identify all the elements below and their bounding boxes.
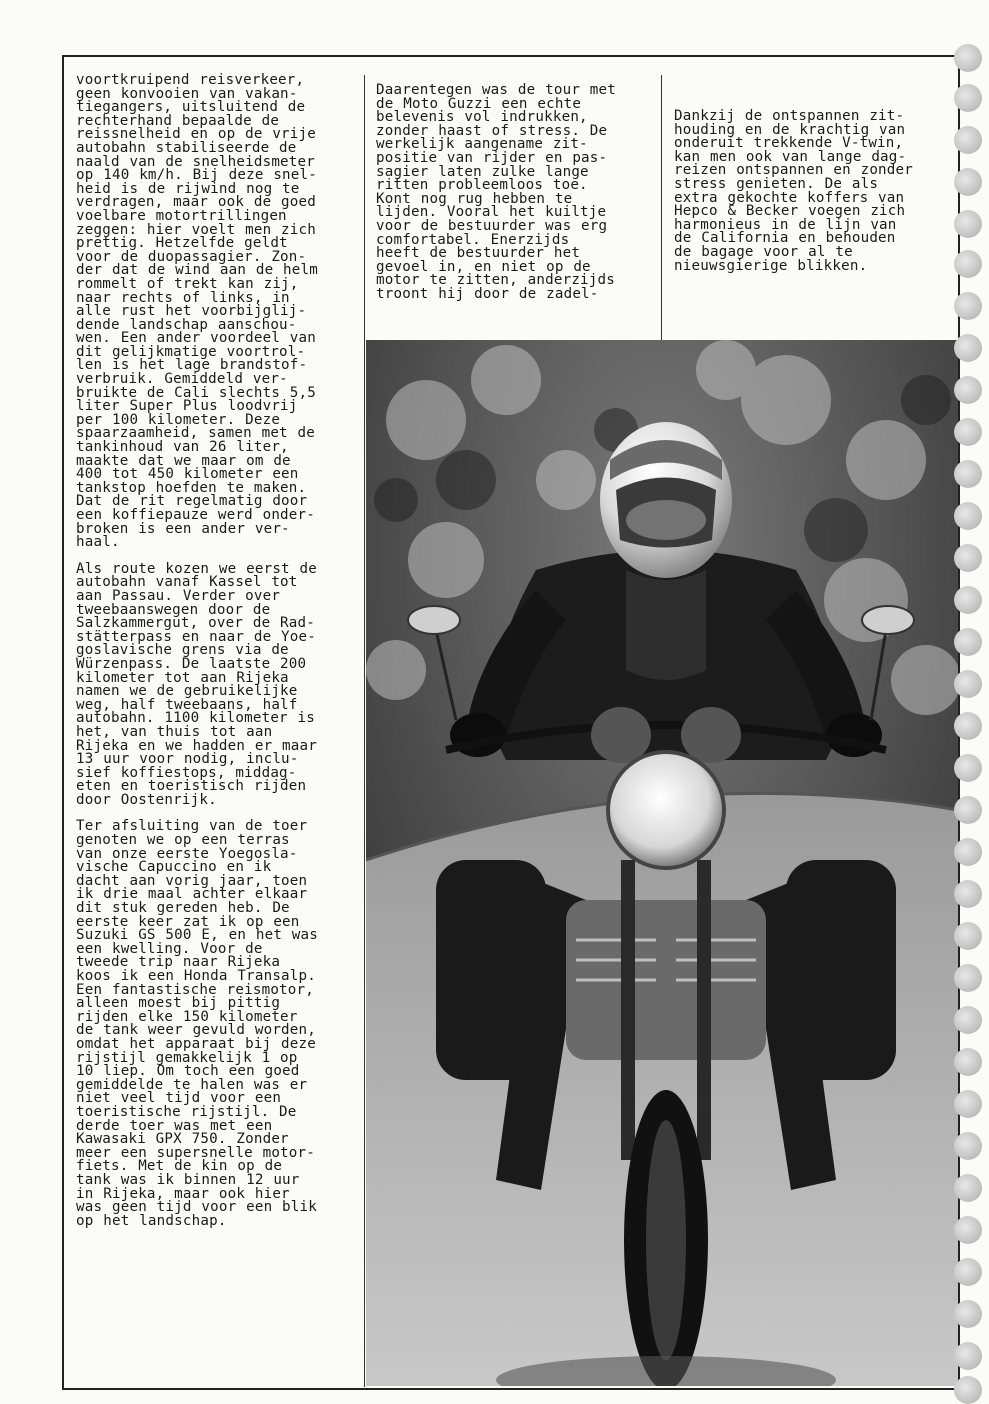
article-column-2 [376, 84, 660, 302]
binder-hole-icon [954, 460, 982, 488]
column1-paragraph-2: Als route kozen we eerst de autobahn vanaf Kassel tot aan Passau. Verder over tweebaanswegen door de Salzkammergut, over de Rad- stätterpass en naar de Yoe- goslavische grens via de Würzenpass. De laatste 200 kilometer tot aan Rijeka namen we de gebruikelijke weg, half tweebaans, half autobahn. 1100 kilometer is het, van thuis tot aan Rijeka en we hadden er maar 13 uur voor nodig, inclu- sief koffiestops, middag- eten en toeristisch rijden door Oostenrijk. [76, 560, 318, 808]
binder-hole-icon [954, 502, 982, 530]
binder-hole-icon [954, 1258, 982, 1286]
binder-hole-icon [954, 250, 982, 278]
binder-hole-icon [954, 168, 982, 196]
column3-paragraph-1: Dankzij de ontspannen zit- houding en de krachtig van onderuit trekkende V-twin, kan men ook van lange dag- reizen ontspannen en zonder stress genieten. De als extra gekochte koffers van Hepco & Becker voegen zich harmonieus in de lijn van de California en behouden de bagage voor al te nieuwsgierige blikken. [674, 108, 914, 274]
binder-hole-icon [954, 1376, 982, 1404]
binder-hole-icon [954, 586, 982, 614]
frame-border-bottom [62, 1388, 960, 1390]
binder-hole-icon [954, 670, 982, 698]
binder-hole-icon [954, 838, 982, 866]
column1-paragraph-1: voortkruipend reisverkeer, geen konvooien van vakan- tiegangers, uitsluitend de rechterhand bepaalde de reissnelheid en op de vrije autobahn stabiliseerde de naald van de snelheidsmeter op 140 km/h. Bij deze snel- heid is de rijwind nog te verdragen, maar ook de goed voelbare motortrillingen zeggen: hier voelt men zich prettig. Hetzelfde geldt voor de duopassagier. Zon- der dat de wind aan de helm rommelt of trekt kan zij, naar rechts of links, in alle rust het voorbijglij- dende landschap aanschou- wen. Een ander voordeel van dit gelijkmatige voortrol- len is het lage brandstof- verbruik. Gemiddeld ver- bruikte de Cali slechts 5,5 liter Super Plus loodvrij per 100 kilometer. Deze spaarzaamheid, samen met de tankinhoud van 26 liter, maakte dat we maar om de 400 tot 450 kilometer een tankstop hoefden te maken. Dat de rit regelmatig door een koffiepauze werd onder- broken is een ander ver- haal. [76, 72, 319, 551]
binder-hole-icon [954, 1090, 982, 1118]
binder-hole-icon [954, 796, 982, 824]
article-column-1 [76, 74, 362, 1228]
binder-hole-icon [954, 1048, 982, 1076]
frame-border-left [62, 55, 64, 1390]
binder-hole-icon [954, 418, 982, 446]
binder-hole-icon [954, 126, 982, 154]
binder-hole-icon [954, 964, 982, 992]
binder-hole-icon [954, 376, 982, 404]
binder-hole-icon [954, 628, 982, 656]
column2-paragraph-1: Daarentegen was de tour met de Moto Guzzi een echte belevenis vol indrukken, zonder haast of stress. De werkelijk aangename zit- positie van rijder en pas- sagier laten zulke lange ritten probleemloos toe. Kont nog rug hebben te lijden. Vooral het kuiltje voor de bestuurder was erg comfortabel. Enerzijds heeft de bestuurder het gevoel in, en niet op de motor te zitten, anderzijds troont hij door de zadel- [376, 82, 617, 302]
binder-hole-icon [954, 84, 982, 112]
binder-hole-icon [954, 1132, 982, 1160]
column-rule-2 [661, 75, 662, 340]
binder-hole-icon [954, 544, 982, 572]
motorcycle-rider-photo [366, 340, 958, 1386]
binder-hole-icon [954, 1216, 982, 1244]
binder-hole-icon [954, 922, 982, 950]
binder-hole-icon [954, 1300, 982, 1328]
binder-hole-icon [954, 712, 982, 740]
binder-hole-icon [954, 754, 982, 782]
binder-hole-icon [954, 44, 982, 72]
binder-hole-icon [954, 880, 982, 908]
column-rule-1 [364, 75, 365, 1387]
binder-hole-icon [954, 292, 982, 320]
binder-hole-icon [954, 334, 982, 362]
binder-hole-icon [954, 1342, 982, 1370]
column1-paragraph-3: Ter afsluiting van de toer genoten we op een terras van onze eerste Yoegosla- vische Capuccino en ik dacht aan vorig jaar, toen ik drie maal achter elkaar dit stuk gereden heb. De eerste keer zat ik op een Suzuki GS 500 E, en het was een kwelling. Voor de tweede trip naar Rijeka koos ik een Honda Transalp. Een fantastische reismotor, alleen moest bij pittig rijden elke 150 kilometer de tank weer gevuld worden, omdat het apparaat bij deze rijstijl gemakkelijk 1 op 10 liep. Om toch een goed gemiddelde te halen was er niet veel tijd voor een toeristische rijstijl. De derde toer was met een Kawasaki GPX 750. Zonder meer een supersnelle motor- fiets. Met de kin op de tank was ik binnen 12 uur in Rijeka, maar ook hier was geen tijd voor een blik op het landschap. [76, 818, 319, 1229]
binder-hole-icon [954, 1006, 982, 1034]
binder-hole-icon [954, 210, 982, 238]
binder-holes [954, 44, 984, 1404]
binder-hole-icon [954, 1174, 982, 1202]
article-column-3 [674, 110, 954, 273]
frame-border-top [62, 55, 960, 57]
